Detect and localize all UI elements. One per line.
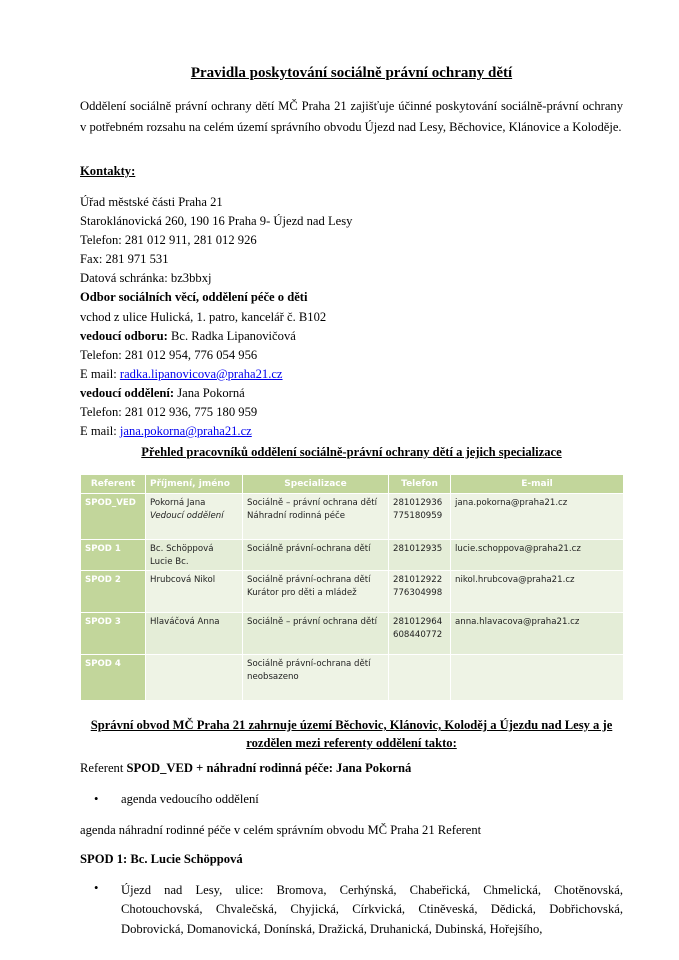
document-title: Pravidla poskytování sociálně právní ochrany dětí bbox=[190, 65, 513, 81]
office-name: Úřad městské části Praha 21 bbox=[80, 195, 223, 209]
cell-specialization bbox=[243, 571, 389, 613]
cell-phone bbox=[389, 613, 451, 655]
role: Vedoucí oddělení bbox=[150, 510, 224, 521]
cell-name bbox=[146, 494, 243, 540]
section-title: Správní obvod MČ Praha 21 zahrnuje území Běchovic, Klánovic, Koloděj a Újezdu nad Lesy a je rozdělen mezi referenty oddělení takto: bbox=[90, 718, 613, 750]
cell-specialization: Sociálně právní-ochrana dětí bbox=[243, 540, 389, 571]
entrance-info: vchod z ulice Hulická, 1. patro, kancelář č. B102 bbox=[80, 309, 327, 324]
dept-head-email-label: E mail: bbox=[80, 424, 120, 439]
cell-name bbox=[146, 655, 243, 701]
office-address: Staroklánovická 260, 190 16 Praha 9- Újezd nad Lesy bbox=[80, 214, 353, 229]
contacts-block bbox=[80, 193, 352, 441]
phone-secondary: 608440772 bbox=[393, 629, 443, 640]
cell-referent: SPOD 4 bbox=[81, 655, 146, 701]
header-referent: Referent bbox=[81, 475, 146, 494]
name: Bc. Schöppová bbox=[150, 544, 214, 554]
dept-head bbox=[80, 384, 352, 403]
head-name: Bc. Radka Lipanovičová bbox=[167, 328, 296, 343]
cell-email: jana.pokorna@praha21.cz bbox=[451, 494, 624, 540]
intro-paragraph: Oddělení sociálně právní ochrany dětí MČ Praha 21 zajišťuje účinné poskytování sociálně-právní ochrany v potřebném rozsahu na celém území správního obvodu Újezd nad Lesy, Běchovice, Klánovice a Koloděje. bbox=[80, 99, 623, 134]
cell-name: Hrubcová Nikol bbox=[146, 571, 243, 613]
phone: 281012922 bbox=[393, 575, 443, 585]
table-row bbox=[81, 613, 624, 655]
header-name: Příjmení, jméno bbox=[146, 475, 243, 494]
phone-secondary: 776304998 bbox=[393, 587, 443, 598]
spec-secondary: neobsazeno bbox=[247, 671, 299, 682]
spec: Sociálně právní-ochrana dětí bbox=[247, 575, 371, 585]
bullet-text: agenda vedoucího oddělení bbox=[121, 792, 259, 806]
header-phone: Telefon bbox=[389, 475, 451, 494]
cell-referent: SPOD 3 bbox=[81, 613, 146, 655]
name: Pokorná Jana bbox=[150, 498, 206, 508]
department-name: Odbor sociálních věcí, oddělení péče o děti bbox=[80, 290, 308, 305]
bullet-icon: • bbox=[94, 881, 99, 895]
office-phone: Telefon: 281 012 911, 281 012 926 bbox=[80, 233, 257, 248]
office-fax: Fax: 281 971 531 bbox=[80, 252, 169, 267]
cell-specialization bbox=[243, 494, 389, 540]
table-header-row bbox=[81, 475, 624, 494]
cell-phone bbox=[389, 494, 451, 540]
referent-ved-line bbox=[80, 761, 411, 776]
header-specialization: Specializace bbox=[243, 475, 389, 494]
cell-specialization bbox=[243, 655, 389, 701]
phone: 281012936 bbox=[393, 498, 443, 508]
table-row bbox=[81, 655, 624, 701]
bullet-text: Újezd nad Lesy, ulice: Bromova, Cerhýnská, Chabeřická, Chmelická, Chotěnovská, Chotouchovská, Chvalečská, Chyjická, Církvická, Ctiněveská, Dědická, Dobřichovská, Dobrovická, Domanovická, Donínská, Dražická, Druhanická, Dubinská, Hořejšího, bbox=[121, 883, 623, 936]
header-email: E-mail bbox=[451, 475, 624, 494]
cell-phone: 281012935 bbox=[389, 540, 451, 571]
cell-name bbox=[146, 540, 243, 571]
name-secondary: Lucie Bc. bbox=[150, 556, 189, 567]
cell-email: nikol.hrubcova@praha21.cz bbox=[451, 571, 624, 613]
cell-name: Hlaváčová Anna bbox=[146, 613, 243, 655]
head-phone: Telefon: 281 012 954, 776 054 956 bbox=[80, 347, 258, 362]
spec: Sociálně – právní ochrana dětí bbox=[247, 498, 378, 508]
table-row bbox=[81, 540, 624, 571]
referent-ved: SPOD_VED + náhradní rodinná péče: Jana Pokorná bbox=[126, 761, 412, 775]
cell-phone bbox=[389, 571, 451, 613]
spec-secondary: Náhradní rodinná péče bbox=[247, 510, 346, 521]
head-email-label: E mail: bbox=[80, 366, 120, 381]
contacts-heading: Kontakty: bbox=[80, 164, 136, 178]
data-box: Datová schránka: bz3bbxj bbox=[80, 271, 212, 286]
cell-email: lucie.schoppova@praha21.cz bbox=[451, 540, 624, 571]
dept-head-name: Jana Pokorná bbox=[174, 385, 245, 400]
cell-email: anna.hlavacova@praha21.cz bbox=[451, 613, 624, 655]
cell-referent: SPOD_VED bbox=[81, 494, 146, 540]
cell-specialization: Sociálně – právní ochrana dětí bbox=[243, 613, 389, 655]
spec: Sociálně právní-ochrana dětí bbox=[247, 659, 371, 669]
staff-table bbox=[80, 474, 624, 701]
phone-secondary: 775180959 bbox=[393, 510, 443, 521]
dept-head-phone: Telefon: 281 012 936, 775 180 959 bbox=[80, 405, 258, 420]
bullet-icon: • bbox=[94, 792, 99, 806]
spec-secondary: Kurátor pro děti a mládež bbox=[247, 587, 357, 598]
table-row bbox=[81, 494, 624, 540]
referent-prefix: Referent bbox=[80, 761, 127, 775]
head-of-department bbox=[80, 327, 352, 346]
cell-referent: SPOD 1 bbox=[81, 540, 146, 571]
foster-care-paragraph: agenda náhradní rodinné péče v celém správním obvodu MČ Praha 21 Referent bbox=[80, 823, 482, 837]
head-email-link[interactable]: radka.lipanovicova@praha21.cz bbox=[119, 366, 283, 381]
table-row bbox=[81, 571, 624, 613]
dept-head-label: vedoucí oddělení: bbox=[80, 385, 175, 400]
phone: 281012964 bbox=[393, 617, 443, 627]
dept-head-email-line bbox=[80, 422, 352, 441]
spod1-heading: SPOD 1: Bc. Lucie Schöppová bbox=[80, 852, 243, 866]
table-title: Přehled pracovníků oddělení sociálně-právní ochrany dětí a jejich specializace bbox=[141, 445, 562, 459]
dept-head-email-link[interactable]: jana.pokorna@praha21.cz bbox=[119, 424, 252, 439]
bullet-item bbox=[94, 881, 623, 939]
head-label: vedoucí odboru: bbox=[80, 328, 168, 343]
cell-phone bbox=[389, 655, 451, 701]
cell-referent: SPOD 2 bbox=[81, 571, 146, 613]
head-email-line bbox=[80, 365, 352, 384]
cell-email bbox=[451, 655, 624, 701]
